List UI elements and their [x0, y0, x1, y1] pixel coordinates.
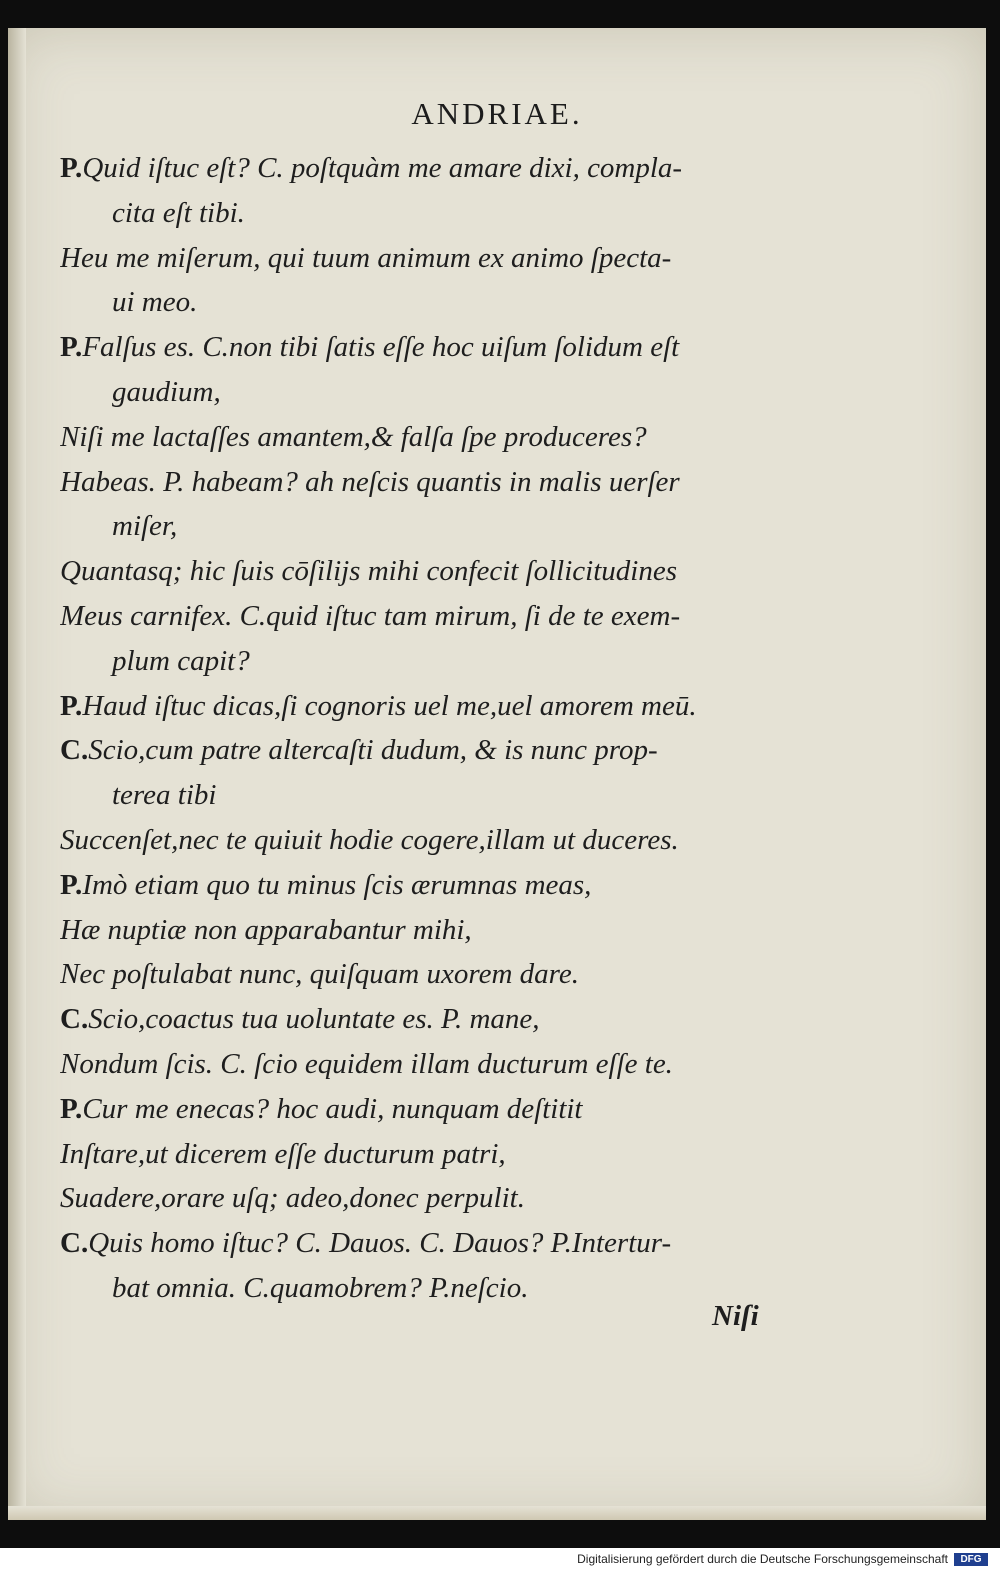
- text-line: [60, 236, 780, 281]
- scan-footer: [0, 1522, 1000, 1570]
- text-line: [60, 280, 780, 325]
- text-line: [60, 908, 780, 953]
- speaker-label: P.: [60, 331, 83, 364]
- text-line: [60, 594, 780, 639]
- credit-strip: [0, 1548, 1000, 1570]
- text-line: [60, 1087, 780, 1132]
- line-text: Quid iſtuc eſt? C. poſtquàm me amare dixi, compla-: [82, 152, 683, 184]
- text-line: [60, 549, 780, 594]
- text-line: [60, 415, 780, 460]
- page-bottom-edge: [8, 1506, 986, 1520]
- line-text: Suadere,orare uſq; adeo,donec perpulit.: [60, 1182, 525, 1215]
- line-text: Quis homo iſtuc? C. Dauos. C. Dauos? P.Intertur-: [88, 1227, 672, 1260]
- text-line: [60, 1176, 780, 1221]
- line-text: Inſtare,ut dicerem eſſe ducturum patri,: [60, 1137, 506, 1170]
- line-text: Haud iſtuc dicas,ſi cognoris uel me,uel amorem meū.: [82, 689, 697, 722]
- line-text: Succenſet,nec te quiuit hodie cogere,illam ut duceres.: [60, 823, 679, 856]
- speaker-label: C.: [60, 734, 89, 767]
- line-text: Heu me miſerum, qui tuum animum ex animo ſpecta-: [60, 241, 672, 274]
- text-line: [60, 1132, 780, 1177]
- text-block: [60, 146, 780, 1311]
- text-line: [60, 1042, 780, 1087]
- speaker-label: C.: [60, 1227, 89, 1260]
- speaker-label: P.: [60, 689, 83, 722]
- text-line: [60, 818, 780, 863]
- text-line: [60, 952, 780, 997]
- speaker-label: P.: [60, 152, 83, 184]
- line-text: Scio,cum patre altercaſti dudum, & is nunc prop-: [88, 734, 658, 767]
- text-line: [60, 997, 780, 1042]
- line-text: Nec poſtulabat nunc, quiſquam uxorem dare.: [60, 958, 579, 991]
- line-text: terea tibi: [112, 779, 217, 812]
- text-line: [60, 325, 780, 370]
- text-line: [60, 370, 780, 415]
- page-gutter: [8, 28, 26, 1520]
- text-line: [60, 639, 780, 684]
- line-text: Quantasq; hic ſuis cōſilijs mihi confecit ſollicitudines: [60, 555, 677, 588]
- running-title: ANDRIAE.: [411, 96, 583, 131]
- digitization-credit: Digitalisierung gefördert durch die Deutsche Forschungsgemeinschaft: [577, 1552, 948, 1566]
- line-text: Falſus es. C.non tibi ſatis eſſe hoc uiſum ſolidum eſt: [82, 331, 680, 364]
- text-line: [60, 728, 780, 773]
- dfg-logo: DFG: [954, 1553, 988, 1566]
- text-line: [60, 863, 780, 908]
- line-text: Cur me enecas? hoc audi, nunquam deſtitit: [82, 1092, 583, 1125]
- line-text: cita eſt tibi.: [112, 196, 245, 229]
- text-line: [60, 146, 780, 191]
- book-page: [8, 28, 986, 1520]
- text-line: [60, 1221, 780, 1266]
- line-text: gaudium,: [112, 375, 221, 408]
- text-line: [60, 191, 780, 236]
- text-line: [60, 460, 780, 505]
- line-text: Niſi me lactaſſes amantem,& falſa ſpe produceres?: [60, 420, 647, 453]
- line-text: Meus carnifex. C.quid iſtuc tam mirum, ſi de te exem-: [60, 599, 681, 632]
- line-text: Imò etiam quo tu minus ſcis ærumnas meas,: [82, 868, 592, 901]
- text-line: [60, 773, 780, 818]
- text-line: [60, 1266, 780, 1311]
- line-text: plum capit?: [112, 644, 250, 677]
- line-text: Habeas. P. habeam? ah neſcis quantis in malis uerſer: [60, 465, 680, 498]
- line-text: Scio,coactus tua uoluntate es. P. mane,: [88, 1003, 540, 1036]
- line-text: Nondum ſcis. C. ſcio equidem illam ducturum eſſe te.: [60, 1047, 673, 1080]
- line-text: bat omnia. C.quamobrem? P.neſcio.: [112, 1271, 529, 1304]
- catchword: Niſi: [712, 1300, 759, 1332]
- speaker-label: P.: [60, 868, 83, 901]
- line-text: Hæ nuptiæ non apparabantur mihi,: [60, 913, 472, 946]
- line-text: ui meo.: [112, 286, 198, 319]
- speaker-label: P.: [60, 1092, 83, 1125]
- speaker-label: C.: [60, 1003, 89, 1036]
- text-line: [60, 504, 780, 549]
- line-text: miſer,: [112, 510, 178, 543]
- text-line: [60, 684, 780, 729]
